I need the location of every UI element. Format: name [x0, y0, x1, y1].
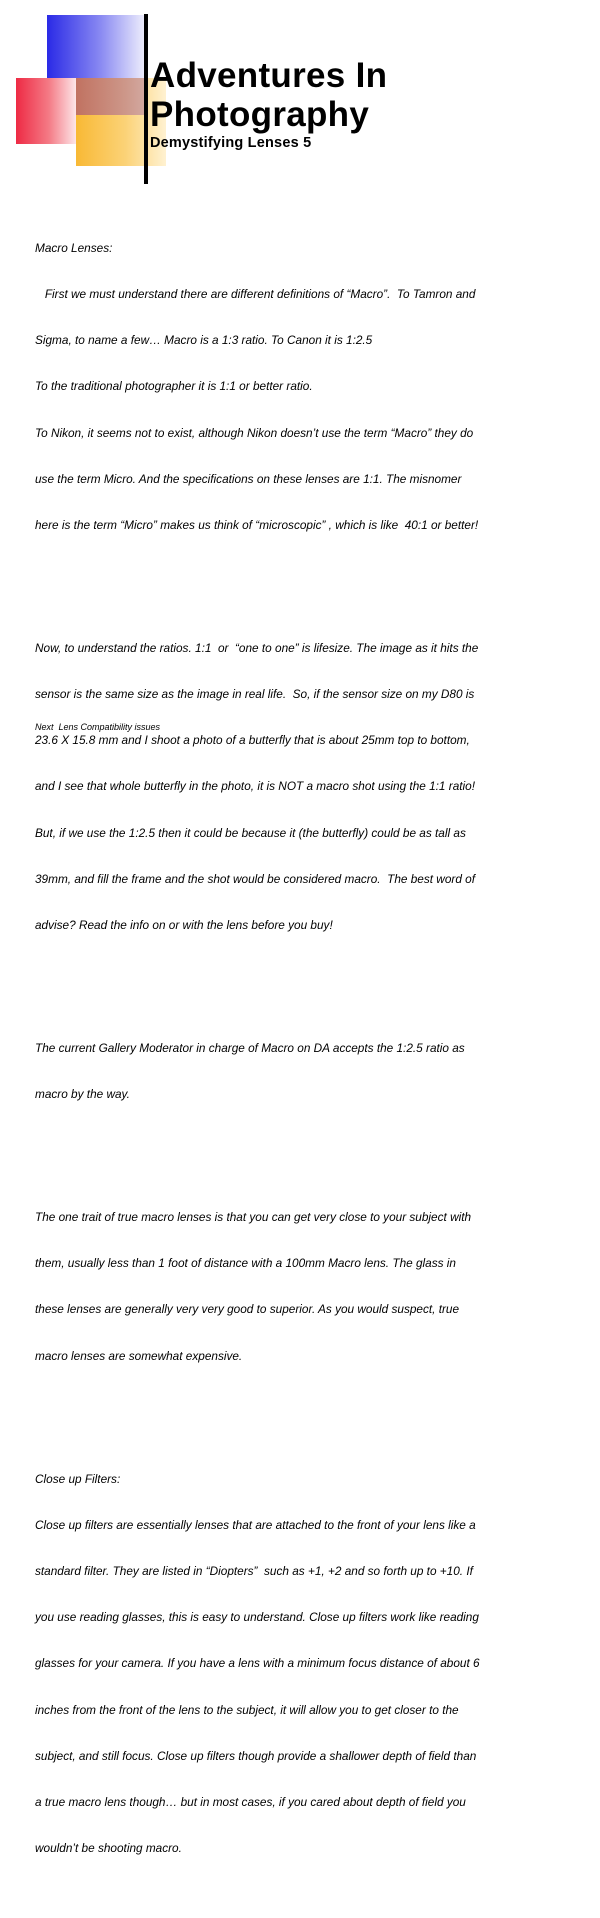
text-line: sensor is the same size as the image in real life. So, if the sensor size on my D80 is: [35, 687, 475, 701]
page-subtitle: Demystifying Lenses 5: [150, 135, 312, 151]
text-line: a true macro lens though… but in most cases, if you cared about depth of field you: [35, 1795, 466, 1810]
page-title: [150, 56, 387, 134]
text-line: The current Gallery Moderator in charge of Macro on DA accepts the 1:2.5 ratio as: [35, 1040, 465, 1055]
text-line: Now, to understand the ratios. 1:1 or “one to one” is lifesize. The image as it hits the: [35, 640, 479, 655]
text-line: you use reading glasses, this is easy to understand. Close up filters work like reading: [35, 1610, 479, 1625]
text-line: The one trait of true macro lenses is that you can get very close to your subject with: [35, 1210, 472, 1224]
text-line: and I see that whole butterfly in the photo, it is NOT a macro shot using the 1:1 ratio!: [35, 779, 475, 794]
red-square-decoration: [16, 78, 76, 144]
text-line: standard filter. They are listed in “Diopters” such as +1, +2 and so forth up to +10. If: [35, 1563, 473, 1578]
text-line: them, usually less than 1 foot of distance with a 100mm Macro lens. The glass in: [35, 1256, 456, 1271]
text-line: wouldn’t be shooting macro.: [35, 1841, 182, 1856]
text-line: Close up Filters:: [35, 1471, 121, 1486]
text-line: use the term Micro. And the specifications on these lenses are 1:1. The misnomer: [35, 471, 462, 486]
text-line: inches from the front of the lens to the subject, it will allow you to get closer to the: [35, 1702, 459, 1717]
paragraph-ratios: [35, 610, 595, 964]
overlap-decoration: [76, 78, 145, 115]
paragraph-true-macro: [35, 1179, 595, 1395]
paragraph-close-up-filters: [35, 1441, 595, 1888]
text-line: First we must understand there are different definitions of “Macro”. To Tamron and: [35, 286, 476, 301]
title-line-1: Adventures In: [150, 56, 388, 95]
text-line: 23.6 X 15.8 mm and I shoot a photo of a butterfly that is about 25mm top to bottom,: [35, 733, 470, 748]
text-line: Close up filters are essentially lenses that are attached to the front of your lens like a: [35, 1517, 476, 1532]
text-line: macro by the way.: [35, 1087, 130, 1102]
paragraph-gallery-moderator: [35, 1010, 595, 1133]
text-line: Macro Lenses:: [35, 240, 113, 255]
text-line: Sigma, to name a few… Macro is a 1:3 ratio. To Canon it is 1:2.5: [35, 333, 373, 348]
next-article-note: Next Lens Compatibility issues: [35, 722, 161, 732]
title-line-2: Photography: [150, 95, 370, 134]
paragraph-macro-lenses: [35, 210, 595, 564]
text-line: subject, and still focus. Close up filters though provide a shallower depth of field than: [35, 1748, 477, 1763]
text-line: these lenses are generally very very good to superior. As you would suspect, true: [35, 1302, 460, 1317]
article-body: [35, 179, 595, 1918]
text-line: macro lenses are somewhat expensive.: [35, 1348, 243, 1363]
text-line: here is the term “Micro” makes us think of “microscopic” , which is like 40:1 or better!: [35, 517, 479, 532]
text-line: 39mm, and fill the frame and the shot would be considered macro. The best word of: [35, 871, 475, 886]
text-line: To the traditional photographer it is 1:1 or better ratio.: [35, 379, 313, 394]
text-line: But, if we use the 1:2.5 then it could be because it (the butterfly) could be as tall as: [35, 825, 466, 840]
text-line: advise? Read the info on or with the lens before you buy!: [35, 918, 333, 933]
text-line: To Nikon, it seems not to exist, although Nikon doesn’t use the term “Macro” they do: [35, 425, 474, 440]
text-line: glasses for your camera. If you have a lens with a minimum focus distance of about 6: [35, 1656, 480, 1671]
vertical-divider: [144, 14, 148, 184]
